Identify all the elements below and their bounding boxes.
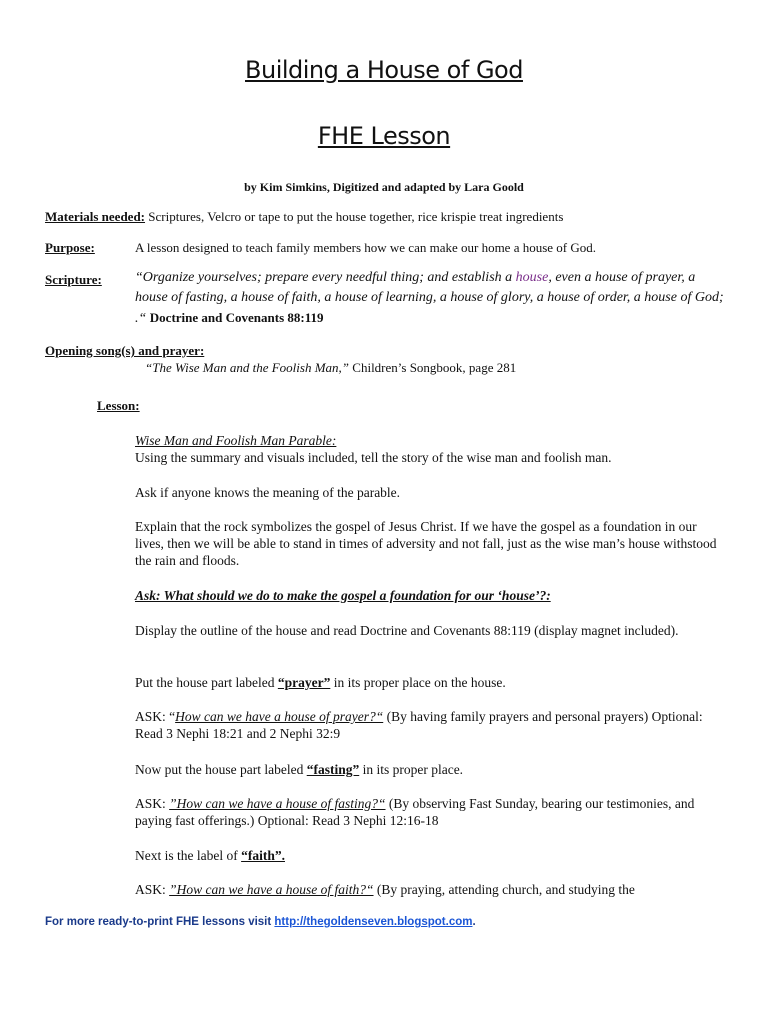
ask2-rest: (By observing Fast Sunday, bearing our testimonies, and paying fast offerings.) Optional: Read 3 Nephi 12:16-18 (135, 796, 695, 828)
opening-song: “The Wise Man and the Foolish Man,” (145, 360, 350, 375)
lesson-label: Lesson: (97, 398, 140, 413)
opening-song-row (145, 358, 516, 378)
purpose-label-row (45, 238, 95, 258)
p5-before: Put the house part labeled (135, 675, 278, 690)
materials-text: Scriptures, Velcro or tape to put the house together, rice krispie treat ingredients (148, 209, 564, 224)
footer-end: . (472, 916, 476, 928)
p6-after: in its proper place. (359, 762, 464, 777)
lesson-p6 (135, 761, 725, 778)
scripture-highlight: house (515, 270, 549, 285)
ask3-question: ”How can we have a house of faith?“ (169, 882, 374, 897)
scripture-label: Scripture: (45, 272, 102, 287)
scripture-quote-start: “Organize yourselves; prepare every needful thing; and establish a (135, 270, 516, 285)
lesson-p5 (135, 674, 725, 691)
p6-before: Now put the house part labeled (135, 762, 307, 777)
lesson-p3: Explain that the rock symbolizes the gospel of Jesus Christ. If we have the gospel as a foundation in our lives, then we will be able to stand in times of adversity and not fall, just as the wise man’s house withstood the rain and floods. (135, 519, 717, 568)
opening-label: Opening song(s) and prayer: (45, 343, 205, 358)
scripture-reference: Doctrine and Covenants 88:119 (149, 310, 324, 325)
ask2-prefix: ASK: (135, 796, 170, 811)
lesson-p1: Using the summary and visuals included, tell the story of the wise man and foolish man. (135, 450, 612, 465)
footer (45, 916, 476, 928)
scripture-label-row (45, 270, 102, 290)
footer-link[interactable]: http://thegoldenseven.blogspot.com (274, 916, 473, 928)
lesson-ask2 (135, 795, 725, 829)
page-title: Building a House of God (245, 56, 523, 84)
byline: by Kim Simkins, Digitized and adapted by Lara Goold (244, 180, 524, 194)
lesson-heading: Wise Man and Foolish Man Parable: (135, 433, 337, 448)
ask3-prefix: ASK: (135, 882, 170, 897)
ask1-question: How can we have a house of prayer?“ (175, 709, 384, 724)
p5-after: in its proper place on the house. (330, 675, 506, 690)
footer-text: For more ready-to-print FHE lessons visit (45, 916, 275, 928)
p6-word: “fasting” (306, 762, 360, 777)
materials-row (45, 207, 563, 227)
lesson-ask1 (135, 708, 725, 742)
lesson-ask-heading: Ask: What should we do to make the gospel a foundation for our ‘house’?: (135, 588, 551, 603)
lesson-label-row (97, 396, 140, 416)
lesson-p7 (135, 847, 725, 864)
lesson-heading-block (135, 432, 725, 466)
scripture-quote (135, 268, 725, 329)
page-subtitle: FHE Lesson (317, 122, 451, 150)
p7-before: Next is the label of (135, 848, 242, 863)
purpose-label: Purpose: (45, 240, 95, 255)
ask2-question: ”How can we have a house of fasting?“ (169, 796, 386, 811)
lesson-p4: Display the outline of the house and read Doctrine and Covenants 88:119 (display magnet included). (135, 623, 679, 638)
ask3-rest: (By praying, attending church, and studying the (373, 882, 635, 897)
p5-word: “prayer” (277, 675, 331, 690)
lesson-ask3 (135, 881, 725, 898)
lesson-p2: Ask if anyone knows the meaning of the parable. (135, 485, 401, 500)
ask1-rest: (By having family prayers and personal prayers) Optional: Read 3 Nephi 18:21 and 2 Nephi 32:9 (135, 709, 703, 741)
p7-word: “faith”. (241, 848, 285, 863)
ask1-prefix: ASK: “ (135, 709, 176, 724)
materials-label: Materials needed: (45, 209, 146, 224)
purpose-text: A lesson designed to teach family members how we can make our home a house of God. (135, 240, 597, 255)
opening-source: Children’s Songbook, page 281 (352, 360, 517, 375)
scripture-quote-end: , even a house of prayer, a house of fasting, a house of faith, a house of learning, a house of glory, a house of order, a house of God; .“ (135, 270, 724, 326)
